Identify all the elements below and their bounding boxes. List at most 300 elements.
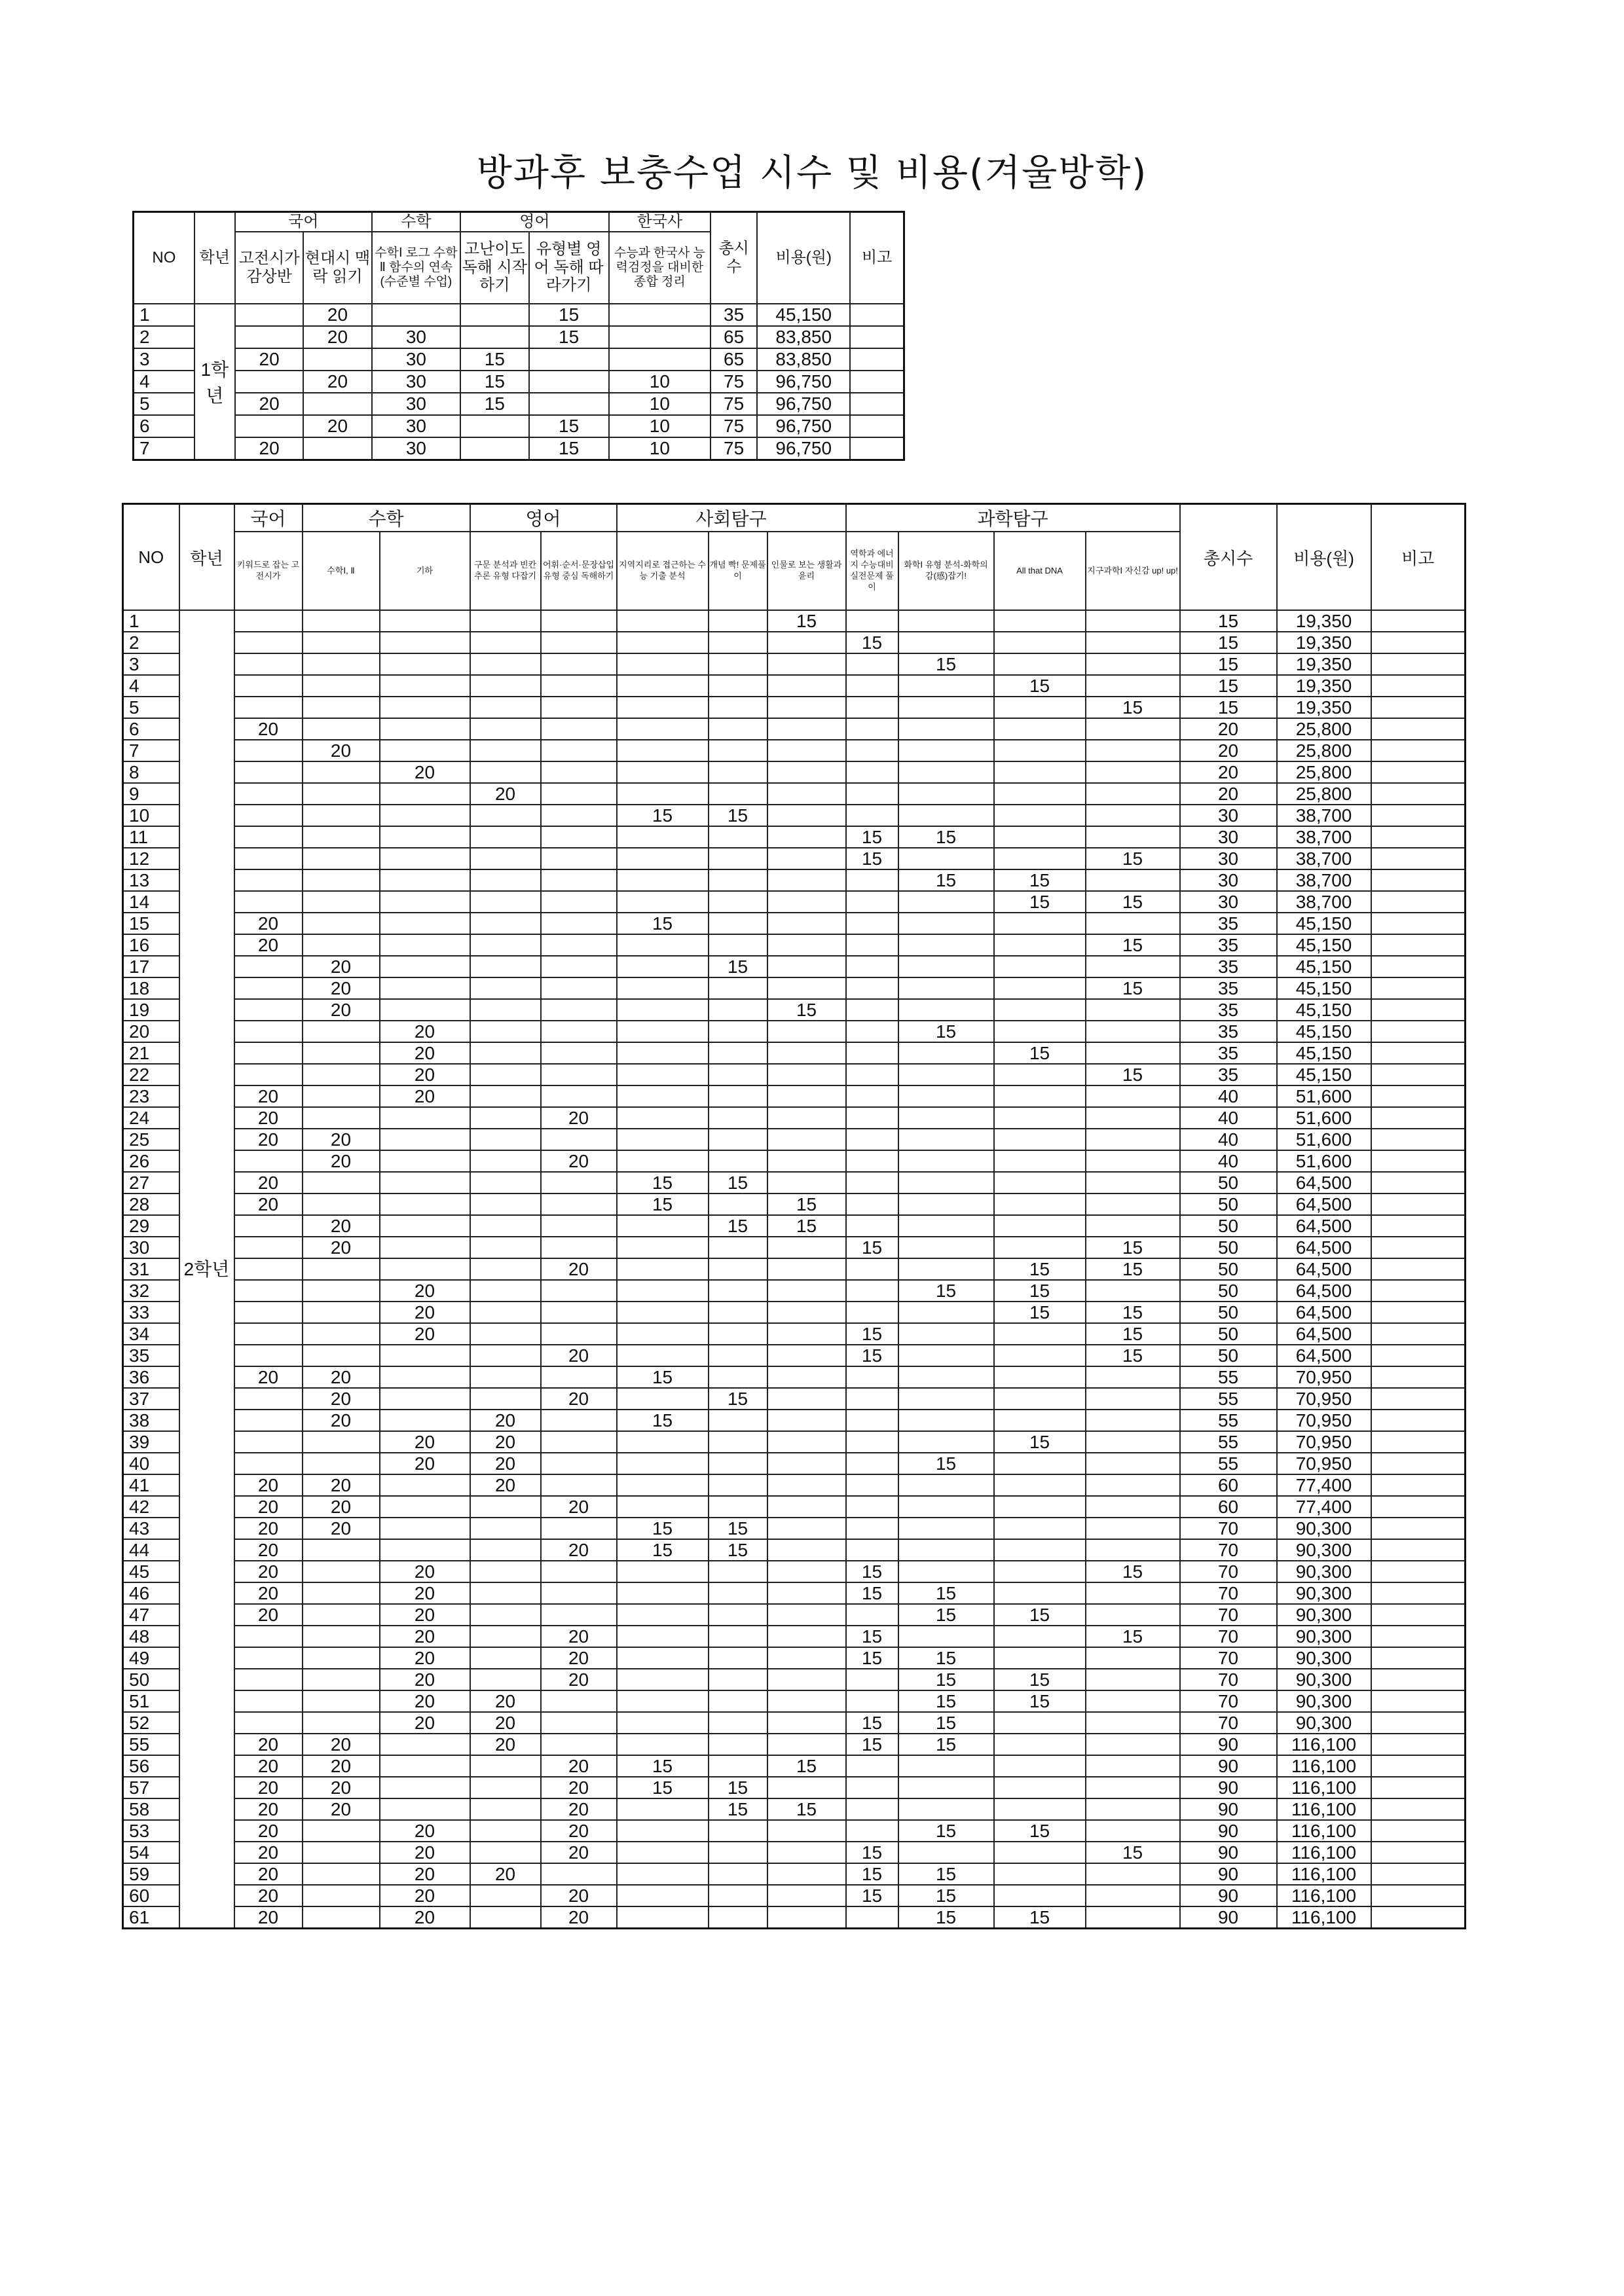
row-number: 44 (123, 1539, 179, 1561)
hours-cell (617, 1604, 709, 1626)
row-number: 55 (123, 1734, 179, 1755)
hours-cell (1086, 1431, 1180, 1453)
hours-cell (709, 718, 767, 740)
hours-cell: 15 (994, 1906, 1086, 1929)
hours-cell (303, 1539, 380, 1561)
cost-cell: 90,300 (1277, 1518, 1371, 1539)
row-number: 33 (123, 1302, 179, 1323)
hours-cell: 20 (470, 783, 541, 805)
hours-cell (709, 783, 767, 805)
row-number: 57 (123, 1777, 179, 1798)
grade1-group-header-row (134, 212, 904, 232)
hours-cell (709, 1626, 767, 1647)
no-header: NO (134, 212, 194, 304)
hours-cell (303, 848, 380, 869)
hours-cell (617, 1453, 709, 1474)
hours-cell: 15 (1086, 848, 1180, 869)
note-cell (1371, 1561, 1466, 1582)
hours-cell (767, 1820, 846, 1842)
total-hours-cell: 15 (1180, 697, 1277, 718)
total-hours-cell: 30 (1180, 891, 1277, 913)
hours-cell (898, 1539, 994, 1561)
cost-cell: 90,300 (1277, 1690, 1371, 1712)
row-number: 28 (123, 1194, 179, 1215)
total-hours-cell: 55 (1180, 1431, 1277, 1453)
hours-cell: 20 (541, 1906, 617, 1929)
table-row (123, 956, 1466, 977)
hours-cell (767, 977, 846, 999)
total-hours-cell: 70 (1180, 1582, 1277, 1604)
hours-cell (617, 1734, 709, 1755)
hours-cell (541, 1215, 617, 1237)
row-number: 31 (123, 1258, 179, 1280)
total-hours-cell: 40 (1180, 1085, 1277, 1107)
hours-cell (617, 1820, 709, 1842)
row-number: 50 (123, 1669, 179, 1690)
hours-cell (234, 632, 303, 653)
hours-cell: 15 (994, 1820, 1086, 1842)
note-cell (1371, 977, 1466, 999)
hours-cell: 15 (529, 437, 609, 460)
hours-cell (1086, 869, 1180, 891)
table-row (134, 326, 904, 348)
hours-cell: 20 (380, 1302, 470, 1323)
total-hours-cell: 70 (1180, 1647, 1277, 1669)
hours-cell (846, 1280, 898, 1302)
hours-cell (709, 1582, 767, 1604)
hours-cell (234, 869, 303, 891)
hours-cell (1086, 1755, 1180, 1777)
row-number: 3 (134, 348, 194, 371)
hours-cell (234, 1453, 303, 1474)
hours-cell (1086, 1453, 1180, 1474)
table-row (123, 761, 1466, 783)
hours-cell: 15 (898, 653, 994, 675)
total-hours-cell: 70 (1180, 1561, 1277, 1582)
hours-cell (846, 1150, 898, 1172)
hours-cell: 20 (470, 1734, 541, 1755)
hours-cell: 15 (460, 393, 528, 415)
hours-cell (1086, 1906, 1180, 1929)
note-cell (1371, 1410, 1466, 1431)
table-row (123, 1906, 1466, 1929)
table-row (123, 697, 1466, 718)
hours-cell (1086, 783, 1180, 805)
hours-cell (380, 718, 470, 740)
row-number: 5 (134, 393, 194, 415)
hours-cell: 15 (1086, 891, 1180, 913)
hours-cell (994, 1129, 1086, 1150)
hours-cell (380, 805, 470, 826)
cost-cell: 25,800 (1277, 783, 1371, 805)
note-cell (1371, 632, 1466, 653)
total-hours-cell: 20 (1180, 718, 1277, 740)
hours-cell: 15 (1086, 934, 1180, 956)
row-number: 25 (123, 1129, 179, 1150)
hours-cell (846, 1755, 898, 1777)
hours-cell (234, 1712, 303, 1734)
hours-cell (234, 1302, 303, 1323)
row-number: 42 (123, 1496, 179, 1518)
table-row (123, 1669, 1466, 1690)
hours-cell: 20 (234, 1906, 303, 1929)
hours-cell (846, 1410, 898, 1431)
hours-cell (303, 1453, 380, 1474)
hours-cell (846, 1172, 898, 1194)
hours-cell (709, 1302, 767, 1323)
hours-cell: 20 (380, 1820, 470, 1842)
hours-cell (470, 1021, 541, 1042)
hours-cell: 20 (303, 1366, 380, 1388)
hours-cell (994, 1626, 1086, 1647)
hours-cell (541, 653, 617, 675)
hours-cell (994, 1345, 1086, 1366)
subject-header: 수능과 한국사 능력검정을 대비한 종합 정리 (609, 232, 710, 304)
note-cell (850, 437, 904, 460)
group-header-korean: 국어 (235, 212, 372, 232)
hours-cell: 15 (529, 326, 609, 348)
cost-cell: 45,150 (1277, 1021, 1371, 1042)
table-row (123, 740, 1466, 761)
table-row (123, 1777, 1466, 1798)
note-cell (850, 415, 904, 437)
hours-cell (541, 826, 617, 848)
hours-cell (470, 1237, 541, 1258)
hours-cell (767, 1690, 846, 1712)
hours-cell (617, 1129, 709, 1150)
subject-header: 현대시 맥락 읽기 (303, 232, 371, 304)
hours-cell: 15 (898, 1734, 994, 1755)
cost-cell: 38,700 (1277, 826, 1371, 848)
hours-cell: 20 (380, 1906, 470, 1929)
hours-cell: 15 (709, 1518, 767, 1539)
hours-cell (372, 304, 460, 326)
total-hours-cell: 35 (1180, 934, 1277, 956)
hours-cell (541, 1366, 617, 1388)
hours-cell (234, 1388, 303, 1410)
hours-cell (846, 1820, 898, 1842)
table-row (123, 1345, 1466, 1366)
hours-cell (709, 1453, 767, 1474)
hours-cell: 15 (1086, 977, 1180, 999)
hours-cell: 20 (380, 1085, 470, 1107)
table-row (123, 1690, 1466, 1712)
hours-cell (709, 1647, 767, 1669)
hours-cell (303, 1885, 380, 1906)
hours-cell (303, 697, 380, 718)
hours-cell (846, 956, 898, 977)
hours-cell (898, 1755, 994, 1777)
hours-cell (767, 740, 846, 761)
total-hours-cell: 55 (1180, 1410, 1277, 1431)
hours-cell (767, 1302, 846, 1323)
hours-cell (846, 1431, 898, 1453)
note-cell (1371, 1474, 1466, 1496)
hours-cell (1086, 1863, 1180, 1885)
hours-cell (470, 999, 541, 1021)
row-number: 59 (123, 1863, 179, 1885)
hours-cell (898, 1561, 994, 1582)
cost-cell: 90,300 (1277, 1561, 1371, 1582)
hours-cell: 20 (234, 1496, 303, 1518)
hours-cell (994, 1366, 1086, 1388)
cost-cell: 96,750 (757, 437, 850, 460)
hours-cell (541, 1453, 617, 1474)
cost-cell: 64,500 (1277, 1258, 1371, 1280)
hours-cell: 15 (617, 1539, 709, 1561)
hours-cell (617, 1842, 709, 1863)
hours-cell (994, 1885, 1086, 1906)
hours-cell (767, 653, 846, 675)
hours-cell (617, 826, 709, 848)
hours-cell: 15 (994, 1280, 1086, 1302)
hours-cell (380, 1366, 470, 1388)
hours-cell (380, 977, 470, 999)
hours-cell (846, 761, 898, 783)
hours-cell (303, 1582, 380, 1604)
total-hours-cell: 20 (1180, 740, 1277, 761)
hours-cell (617, 977, 709, 999)
hours-cell (617, 1064, 709, 1085)
hours-cell: 15 (994, 869, 1086, 891)
hours-cell (709, 848, 767, 869)
hours-cell (234, 697, 303, 718)
hours-cell: 15 (617, 913, 709, 934)
hours-cell (470, 1604, 541, 1626)
hours-cell (767, 934, 846, 956)
hours-cell (994, 956, 1086, 977)
hours-cell (898, 805, 994, 826)
row-number: 35 (123, 1345, 179, 1366)
hours-cell (709, 1323, 767, 1345)
total-hours-cell: 50 (1180, 1302, 1277, 1323)
hours-cell: 15 (898, 1647, 994, 1669)
hours-cell (1086, 1582, 1180, 1604)
hours-cell (541, 1518, 617, 1539)
hours-cell (235, 304, 303, 326)
hours-cell (470, 632, 541, 653)
hours-cell (541, 934, 617, 956)
cost-cell: 19,350 (1277, 610, 1371, 632)
hours-cell (709, 1237, 767, 1258)
row-number: 2 (134, 326, 194, 348)
hours-cell (303, 675, 380, 697)
hours-cell (767, 891, 846, 913)
hours-cell (846, 1906, 898, 1929)
hours-cell (303, 761, 380, 783)
hours-cell (846, 610, 898, 632)
note-cell (1371, 740, 1466, 761)
subject-header: 고전시가 감상반 (235, 232, 303, 304)
hours-cell (709, 934, 767, 956)
total-hours-cell: 30 (1180, 805, 1277, 826)
hours-cell: 20 (303, 956, 380, 977)
hours-cell (1086, 999, 1180, 1021)
hours-cell (898, 1042, 994, 1064)
cost-cell: 90,300 (1277, 1626, 1371, 1647)
hours-cell (767, 1712, 846, 1734)
hours-cell (709, 1669, 767, 1690)
cost-cell: 70,950 (1277, 1388, 1371, 1410)
table-row (123, 1107, 1466, 1129)
hours-cell: 20 (234, 1518, 303, 1539)
hours-cell (303, 610, 380, 632)
hours-cell (470, 1582, 541, 1604)
hours-cell (767, 1474, 846, 1496)
hours-cell (617, 783, 709, 805)
hours-cell (767, 1539, 846, 1561)
table-row (123, 1172, 1466, 1194)
note-cell (1371, 1431, 1466, 1453)
table-row (123, 826, 1466, 848)
hours-cell (234, 740, 303, 761)
note-cell (1371, 653, 1466, 675)
table-row (123, 1474, 1466, 1496)
note-cell (1371, 1626, 1466, 1647)
hours-cell (767, 1647, 846, 1669)
note-cell (1371, 1496, 1466, 1518)
hours-cell (767, 1388, 846, 1410)
total-hours-cell: 40 (1180, 1129, 1277, 1150)
row-number: 4 (134, 371, 194, 393)
hours-cell (898, 1388, 994, 1410)
note-cell (1371, 1690, 1466, 1712)
cost-cell: 90,300 (1277, 1604, 1371, 1626)
hours-cell (767, 1496, 846, 1518)
hours-cell (470, 1345, 541, 1366)
hours-cell (1086, 675, 1180, 697)
hours-cell (617, 1345, 709, 1366)
row-number: 54 (123, 1842, 179, 1863)
cost-cell: 45,150 (1277, 956, 1371, 977)
hours-cell (767, 1021, 846, 1042)
subject-header: All that DNA (994, 532, 1086, 610)
total-hours-cell: 35 (1180, 977, 1277, 999)
hours-cell (303, 1194, 380, 1215)
hours-cell: 15 (767, 1215, 846, 1237)
total-hours-cell: 90 (1180, 1885, 1277, 1906)
hours-cell (470, 697, 541, 718)
hours-cell: 20 (303, 1237, 380, 1258)
hours-cell (1086, 1604, 1180, 1626)
hours-cell: 15 (846, 1561, 898, 1582)
hours-cell (303, 1906, 380, 1929)
hours-cell (303, 1647, 380, 1669)
hours-cell (617, 632, 709, 653)
hours-cell (994, 934, 1086, 956)
hours-cell (709, 1496, 767, 1518)
hours-cell (1086, 632, 1180, 653)
hours-cell (303, 1669, 380, 1690)
hours-cell (541, 869, 617, 891)
total-hours-cell: 30 (1180, 848, 1277, 869)
hours-cell: 15 (617, 1194, 709, 1215)
hours-cell (303, 913, 380, 934)
hours-cell: 15 (617, 1172, 709, 1194)
hours-cell (1086, 826, 1180, 848)
grade-header: 학년 (179, 504, 234, 611)
hours-cell: 20 (234, 718, 303, 740)
hours-cell (994, 761, 1086, 783)
hours-cell: 20 (235, 348, 303, 371)
row-number: 13 (123, 869, 179, 891)
table-row (123, 1431, 1466, 1453)
hours-cell (994, 1172, 1086, 1194)
hours-cell (303, 718, 380, 740)
hours-cell: 15 (994, 1604, 1086, 1626)
total-hours-cell: 75 (710, 393, 757, 415)
row-number: 36 (123, 1366, 179, 1388)
hours-cell (617, 1258, 709, 1280)
hours-cell (541, 848, 617, 869)
hours-cell (898, 891, 994, 913)
hours-cell (303, 1064, 380, 1085)
cost-cell: 90,300 (1277, 1539, 1371, 1561)
note-cell (1371, 1258, 1466, 1280)
subject-header: 어휘·순서·문장삽입 유형 중심 독해하기 (541, 532, 617, 610)
hours-cell (617, 934, 709, 956)
hours-cell: 20 (303, 304, 371, 326)
row-number: 1 (134, 304, 194, 326)
hours-cell (541, 761, 617, 783)
hours-cell (846, 740, 898, 761)
hours-cell: 20 (541, 1755, 617, 1777)
hours-cell: 20 (541, 1539, 617, 1561)
note-cell (1371, 848, 1466, 869)
hours-cell (529, 371, 609, 393)
hours-cell (470, 826, 541, 848)
hours-cell (767, 1626, 846, 1647)
hours-cell (1086, 1734, 1180, 1755)
hours-cell (541, 1021, 617, 1042)
cost-cell: 70,950 (1277, 1431, 1371, 1453)
hours-cell (380, 1410, 470, 1431)
total-hours-cell: 70 (1180, 1712, 1277, 1734)
note-cell (1371, 869, 1466, 891)
hours-cell (898, 1150, 994, 1172)
hours-cell (617, 1690, 709, 1712)
hours-cell (380, 740, 470, 761)
hours-cell (1086, 1280, 1180, 1302)
cost-cell: 45,150 (757, 304, 850, 326)
hours-cell (541, 891, 617, 913)
hours-cell (617, 1474, 709, 1496)
hours-cell (234, 999, 303, 1021)
hours-cell (303, 869, 380, 891)
hours-cell (617, 1669, 709, 1690)
hours-cell (617, 1042, 709, 1064)
total-hours-cell: 50 (1180, 1237, 1277, 1258)
table-row (123, 1453, 1466, 1474)
hours-cell (898, 1302, 994, 1323)
hours-cell: 10 (609, 371, 710, 393)
hours-cell (470, 1215, 541, 1237)
hours-cell (234, 1647, 303, 1669)
note-cell (1371, 1798, 1466, 1820)
row-number: 5 (123, 697, 179, 718)
cost-cell: 45,150 (1277, 977, 1371, 999)
hours-cell (609, 348, 710, 371)
hours-cell (303, 1712, 380, 1734)
hours-cell: 20 (303, 371, 371, 393)
hours-cell (709, 1345, 767, 1366)
cost-cell: 70,950 (1277, 1366, 1371, 1388)
subject-header: 화학Ⅰ 유형 분석-화학의 감(感)잡기! (898, 532, 994, 610)
hours-cell: 20 (541, 1626, 617, 1647)
hours-cell: 15 (709, 1777, 767, 1798)
hours-cell (234, 783, 303, 805)
grade-header: 학년 (194, 212, 235, 304)
